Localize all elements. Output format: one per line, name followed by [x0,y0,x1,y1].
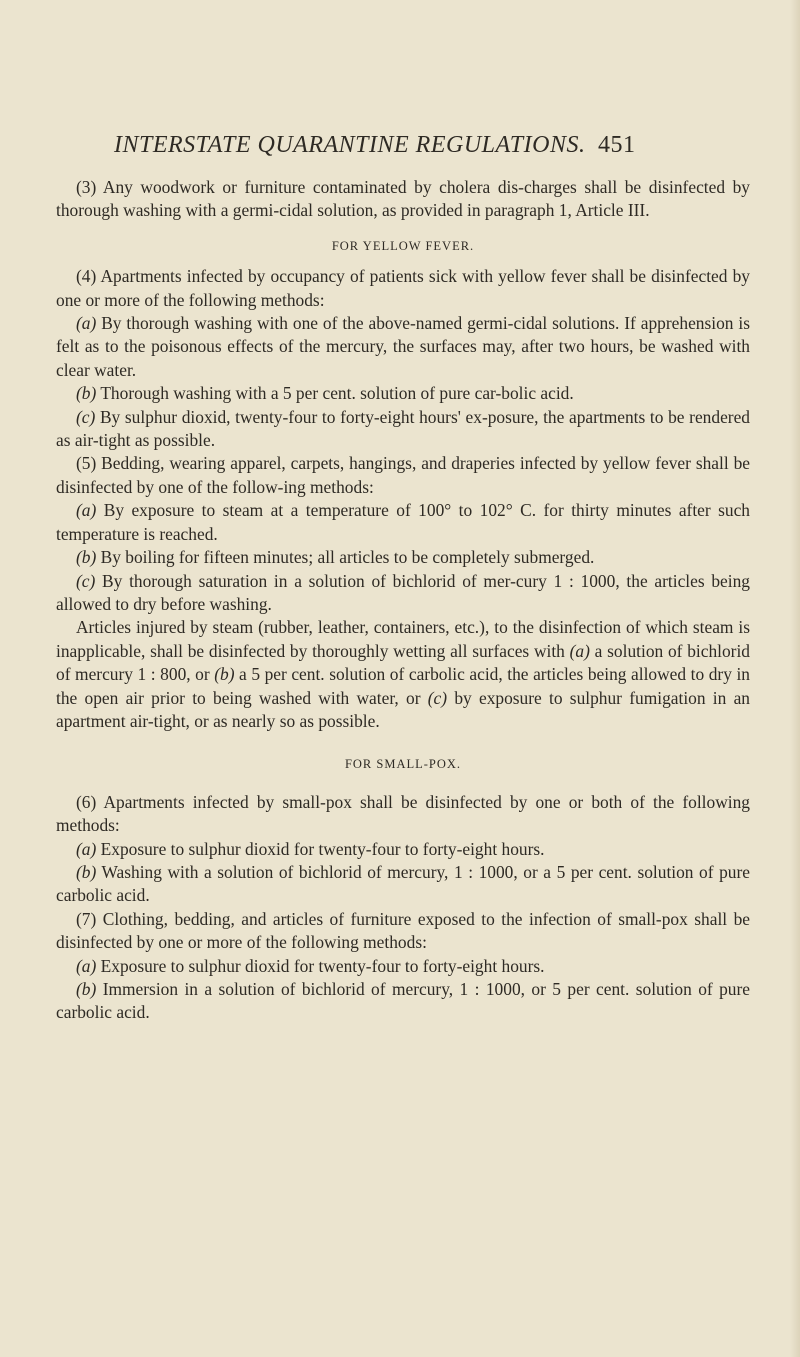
item-text: Exposure to sulphur dioxid for twenty-four to forty-eight hours. [96,838,545,859]
paragraph-3: (3) Any woodwork or furniture contaminated by cholera dis-charges shall be disinfected by thorough washing with a germi-cidal solution, as provided in paragraph 1, Article III. [56,177,750,221]
paragraph-7: (7) Clothing, bedding, and articles of furniture exposed to the infection of small-pox shall be disinfected by one or more of the following methods: [56,908,750,953]
item-label: (a) [76,838,97,859]
item-text: By thorough saturation in a solution of bichlorid of mer-cury 1 : 1000, the articles being allowed to dry before washing. [56,570,750,614]
paragraph-4c [56,406,750,453]
item-text: by exposure to sulphur fumigation in an apartment air-tight, or as nearly so as possible. [56,687,750,731]
paragraph-5c [56,570,750,617]
item-label: (a) [76,955,97,976]
item-text: Exposure to sulphur dioxid for twenty-four to forty-eight hours. [96,955,545,976]
item-label: (b) [214,664,235,685]
item-text: By boiling for fifteen minutes; all articles to be completely submerged. [96,547,595,568]
body-text [56,176,750,1025]
section-heading-small-pox: FOR SMALL-POX. [344,757,462,772]
paragraph-7a [56,955,750,978]
item-label: (a) [76,500,97,521]
item-text: By sulphur dioxid, twenty-four to forty-eight hours' ex-posure, the apartments to be rendered as air-tight as possible. [56,406,750,451]
item-label: (a) [569,640,590,661]
item-text: Immersion in a solution of bichlorid of mercury, 1 : 1000, or 5 per cent. solution of pure carbolic acid. [56,979,750,1023]
item-label: (b) [76,547,97,568]
paragraph-4b [56,382,750,405]
paragraph-5b [56,546,750,569]
paragraph-6: (6) Apartments infected by small-pox shall be disinfected by one or both of the following methods: [56,791,750,836]
paragraph-4: (4) Apartments infected by occupancy of patients sick with yellow fever shall be disinfected by one or more of the following methods: [56,266,750,310]
item-text: a solution of bichlorid of mercury 1 : 800, or [56,640,750,685]
item-label: (b) [76,979,97,999]
paragraph-6b [56,861,750,908]
paragraph-7b [56,978,750,1025]
item-label: (b) [76,861,97,882]
paragraph-5d [56,616,750,733]
paragraph-4a [56,312,750,382]
item-text: Articles injured by steam (rubber, leather, containers, etc.), to the disinfection of which steam is inapplicable, shall be disinfected by thoroughly wetting all surfaces with [56,617,750,661]
item-label: (c) [76,570,96,591]
page-number: 451 [597,132,636,158]
item-label: (b) [76,383,97,404]
item-text: By exposure to steam at a temperature of 100° to 102° C. for thirty minutes after such temperature is reached. [56,500,750,544]
running-head-title: INTERSTATE QUARANTINE REGULATIONS. [114,132,586,158]
item-label: (c) [427,687,448,708]
section-heading-yellow-fever: FOR YELLOW FEVER. [331,238,475,253]
item-label: (a) [76,313,97,334]
paragraph-5: (5) Bedding, wearing apparel, carpets, hangings, and draperies infected by yellow fever shall be disinfected by one of the follow-ing methods: [56,453,750,497]
item-text: Thorough washing with a 5 per cent. solution of pure car-bolic acid. [96,383,574,404]
item-label: (c) [76,406,96,427]
paragraph-6a [56,838,750,861]
running-head [114,130,714,160]
item-text: Washing with a solution of bichlorid of mercury, 1 : 1000, or a 5 per cent. solution of pure carbolic acid. [56,861,750,906]
paragraph-5a [56,499,750,546]
item-text: By thorough washing with one of the above-named germi-cidal solutions. If apprehension is felt as to the poisonous effects of the mercury, the surfaces may, after two hours, be washed with clear water. [56,313,750,380]
item-text: a 5 per cent. solution of carbolic acid, the articles being allowed to dry in the open air prior to being washed with water, or [56,664,750,708]
